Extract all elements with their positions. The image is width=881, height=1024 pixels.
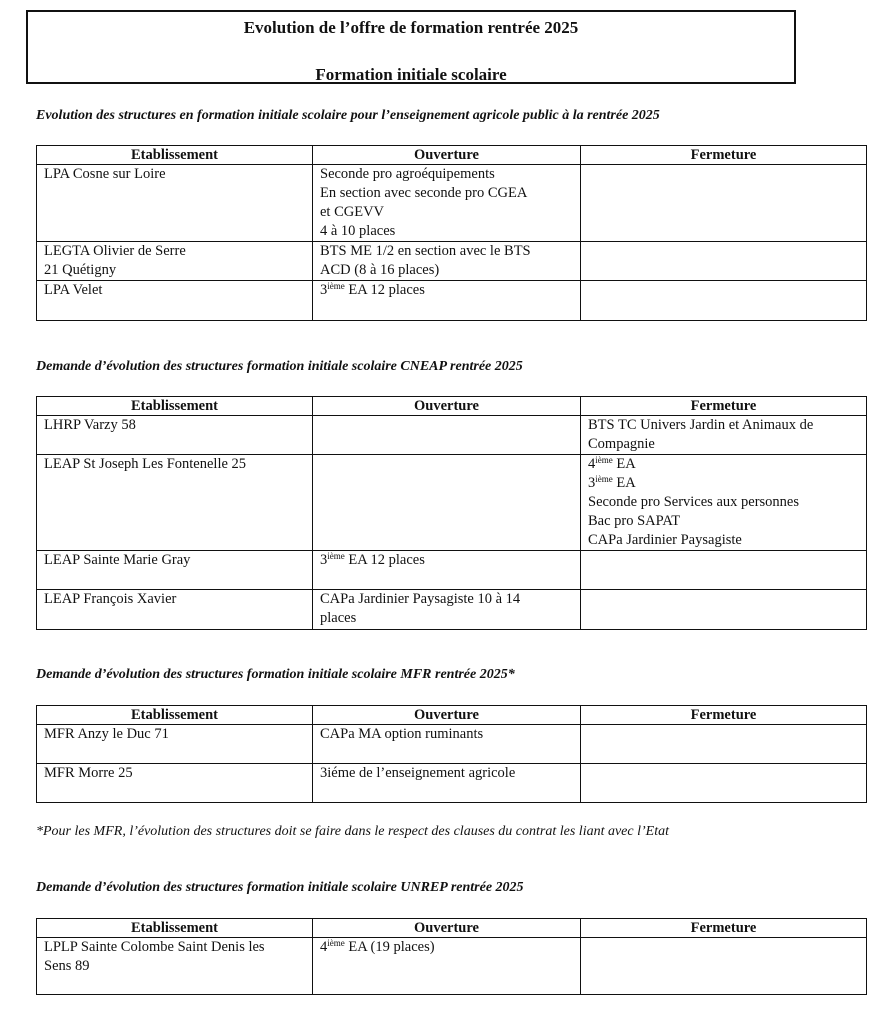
cell-fermeture	[581, 938, 867, 995]
column-header-ouverture: Ouverture	[313, 706, 581, 725]
cell-etablissement	[37, 416, 313, 455]
ordinal-number: 4	[320, 939, 328, 955]
table-row	[37, 938, 867, 995]
cell-line: 21 Quétigny	[44, 262, 117, 278]
cell-fermeture	[581, 455, 867, 551]
table-row	[37, 764, 867, 803]
ordinal-number: 4	[588, 456, 596, 472]
cell-text: EA (19 places)	[344, 939, 435, 955]
column-header-fermeture: Fermeture	[581, 146, 867, 165]
cell-etablissement	[37, 551, 313, 590]
cell-etablissement	[37, 938, 313, 995]
cell-line: Sens 89	[44, 958, 90, 974]
table-cneap	[36, 396, 867, 630]
cell-line	[588, 455, 860, 474]
cell-line: MFR Morre 25	[44, 765, 133, 781]
cell-line: Compagnie	[588, 436, 655, 452]
cell-line: LPLP Sainte Colombe Saint Denis les	[44, 939, 265, 955]
cell-line	[320, 938, 574, 957]
cell-line: MFR Anzy le Duc 71	[44, 726, 169, 742]
ordinal-number: 3	[320, 552, 328, 568]
column-header-fermeture: Fermeture	[581, 397, 867, 416]
footnote-mfr: *Pour les MFR, l’évolution des structures doit se faire dans le respect des clauses du contrat les liant avec l’Etat	[36, 824, 669, 839]
cell-fermeture	[581, 764, 867, 803]
cell-etablissement	[37, 455, 313, 551]
cell-line: LPA Cosne sur Loire	[44, 166, 166, 182]
table-public	[36, 145, 867, 321]
cell-line: LEAP Sainte Marie Gray	[44, 552, 191, 568]
cell-line: LPA Velet	[44, 282, 103, 298]
cell-line: Bac pro SAPAT	[588, 513, 681, 529]
table-row	[37, 725, 867, 764]
cell-ouverture	[313, 455, 581, 551]
cell-ouverture	[313, 165, 581, 242]
cell-line	[320, 281, 574, 300]
ordinal-suffix: ième	[595, 474, 613, 484]
table-row	[37, 416, 867, 455]
ordinal-suffix: ième	[327, 938, 345, 948]
cell-ouverture	[313, 938, 581, 995]
cell-fermeture	[581, 416, 867, 455]
column-header-etablissement: Etablissement	[37, 397, 313, 416]
cell-fermeture	[581, 165, 867, 242]
cell-line: 3iéme de l’enseignement agricole	[320, 765, 516, 781]
table-row	[37, 455, 867, 551]
cell-text: EA	[612, 475, 636, 491]
ordinal-number: 3	[588, 475, 596, 491]
cell-line	[320, 551, 574, 570]
cell-line: LHRP Varzy 58	[44, 417, 136, 433]
cell-etablissement	[37, 764, 313, 803]
table-row	[37, 165, 867, 242]
cell-line: places	[320, 610, 357, 626]
table-row	[37, 242, 867, 281]
cell-line: 4 à 10 places	[320, 223, 396, 239]
cell-line: BTS TC Univers Jardin et Animaux de	[588, 417, 814, 433]
table-row	[37, 551, 867, 590]
cell-ouverture	[313, 416, 581, 455]
ordinal-suffix: ième	[595, 455, 613, 465]
section-title-cneap: Demande d’évolution des structures formation initiale scolaire CNEAP rentrée 2025	[36, 359, 523, 374]
cell-line: ACD (8 à 16 places)	[320, 262, 440, 278]
table-row	[37, 590, 867, 630]
cell-line: BTS ME 1/2 en section avec le BTS	[320, 243, 531, 259]
cell-text: EA	[612, 456, 636, 472]
table-unrep	[36, 918, 867, 995]
cell-fermeture	[581, 281, 867, 321]
document-title-box	[26, 10, 796, 84]
section-title-mfr: Demande d’évolution des structures formation initiale scolaire MFR rentrée 2025*	[36, 667, 515, 682]
cell-ouverture	[313, 725, 581, 764]
cell-fermeture	[581, 590, 867, 630]
cell-line: En section avec seconde pro CGEA	[320, 185, 528, 201]
column-header-ouverture: Ouverture	[313, 146, 581, 165]
cell-etablissement	[37, 590, 313, 630]
table-row	[37, 281, 867, 321]
cell-fermeture	[581, 551, 867, 590]
cell-ouverture	[313, 764, 581, 803]
cell-line: Seconde pro agroéquipements	[320, 166, 495, 182]
cell-etablissement	[37, 165, 313, 242]
document-title: Evolution de l’offre de formation rentrée 2025	[243, 18, 579, 37]
column-header-ouverture: Ouverture	[313, 919, 581, 938]
cell-line: LEGTA Olivier de Serre	[44, 243, 186, 259]
cell-etablissement	[37, 725, 313, 764]
ordinal-suffix: ième	[327, 551, 345, 561]
cell-etablissement	[37, 281, 313, 321]
section-title-public: Evolution des structures en formation initiale scolaire pour l’enseignement agricole public à la rentrée 2025	[36, 108, 660, 123]
cell-fermeture	[581, 242, 867, 281]
cell-ouverture	[313, 551, 581, 590]
column-header-etablissement: Etablissement	[37, 706, 313, 725]
ordinal-suffix: ième	[327, 281, 345, 291]
cell-line: LEAP François Xavier	[44, 591, 177, 607]
column-header-fermeture: Fermeture	[581, 919, 867, 938]
cell-ouverture	[313, 281, 581, 321]
cell-text: EA 12 places	[344, 282, 425, 298]
cell-line: CAPa MA option ruminants	[320, 726, 484, 742]
cell-line: et CGEVV	[320, 204, 385, 220]
cell-line: CAPa Jardinier Paysagiste	[588, 532, 742, 548]
cell-line	[588, 474, 860, 493]
cell-line: Seconde pro Services aux personnes	[588, 494, 799, 510]
cell-etablissement	[37, 242, 313, 281]
cell-text: EA 12 places	[344, 552, 425, 568]
column-header-fermeture: Fermeture	[581, 706, 867, 725]
document-subtitle: Formation initiale scolaire	[315, 65, 507, 84]
cell-fermeture	[581, 725, 867, 764]
cell-line: LEAP St Joseph Les Fontenelle 25	[44, 456, 247, 472]
cell-ouverture	[313, 242, 581, 281]
table-mfr	[36, 705, 867, 803]
section-title-unrep: Demande d’évolution des structures formation initiale scolaire UNREP rentrée 2025	[36, 880, 524, 895]
cell-ouverture	[313, 590, 581, 630]
column-header-etablissement: Etablissement	[37, 146, 313, 165]
column-header-ouverture: Ouverture	[313, 397, 581, 416]
column-header-etablissement: Etablissement	[37, 919, 313, 938]
cell-line: CAPa Jardinier Paysagiste 10 à 14	[320, 591, 521, 607]
ordinal-number: 3	[320, 282, 328, 298]
